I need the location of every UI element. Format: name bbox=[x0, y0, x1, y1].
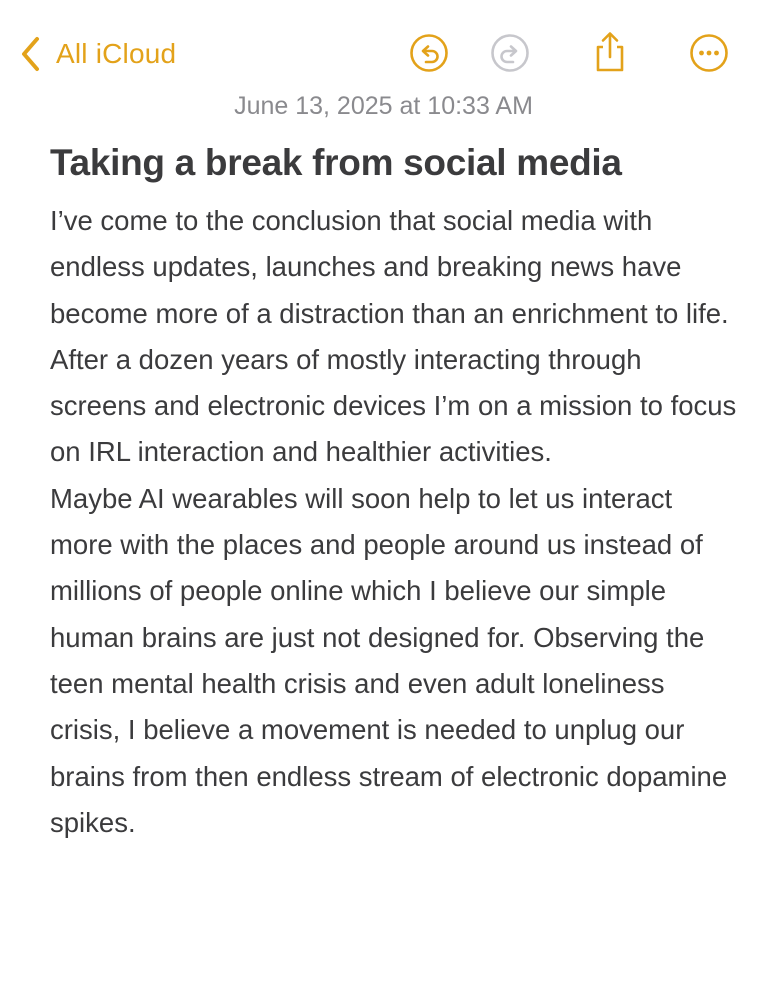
navigation-toolbar bbox=[0, 0, 767, 100]
note-body[interactable] bbox=[50, 198, 740, 846]
chevron-left-icon bbox=[20, 36, 40, 72]
share-icon bbox=[590, 30, 630, 74]
note-paragraph: After a dozen years of mostly interacting through screens and electronic devices I’m on a mission to focus on IRL interaction and healthier activities. bbox=[50, 343, 737, 468]
share-button[interactable] bbox=[590, 30, 630, 70]
note-paragraph: I’ve come to the conclusion that social media with endless updates, launches and breaking news have become more of a distraction than an enrichment to life. bbox=[50, 205, 729, 329]
back-button[interactable] bbox=[20, 34, 176, 74]
note-paragraph: Maybe AI wearables will soon help to let us interact more with the places and people around us instead of millions of people online which I believe our simple human brains are just not designed for. Observing the teen mental health crisis and even adult loneliness crisis, I believe a movement is needed to unplug our brains from then endless stream of electronic dopamine spikes. bbox=[50, 482, 728, 838]
undo-button[interactable] bbox=[409, 33, 449, 73]
back-label: All iCloud bbox=[56, 38, 177, 69]
more-icon bbox=[689, 33, 729, 73]
more-options-button[interactable] bbox=[689, 33, 729, 73]
note-title[interactable]: Taking a break from social media bbox=[50, 142, 622, 183]
note-date: June 13, 2025 at 10:33 AM bbox=[234, 92, 533, 120]
redo-button[interactable] bbox=[490, 33, 530, 73]
undo-icon bbox=[409, 33, 449, 73]
redo-icon bbox=[490, 33, 530, 73]
